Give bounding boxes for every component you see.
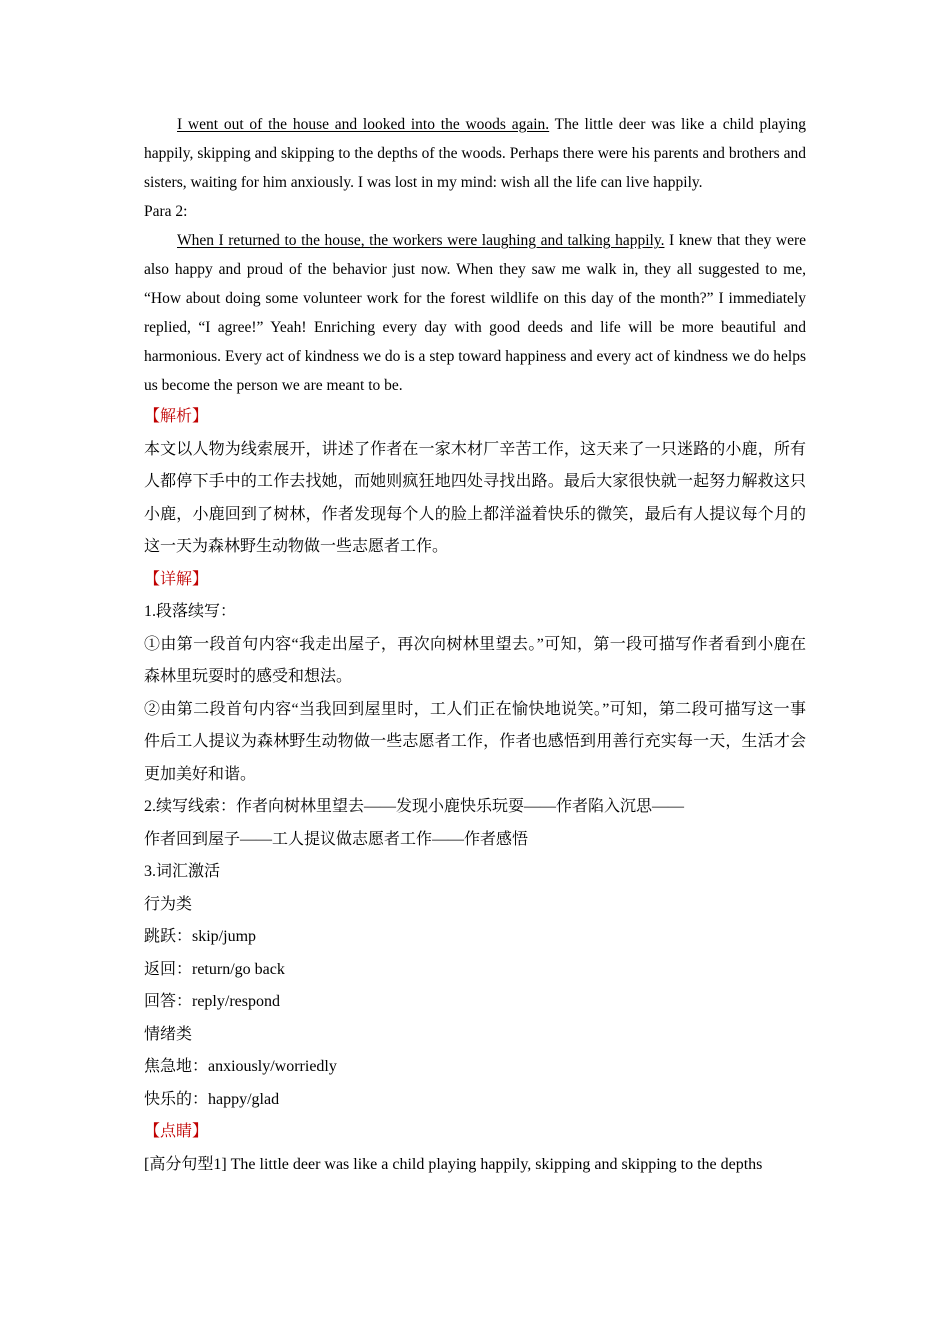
analysis-text: 本文以人物为线索展开，讲述了作者在一家木材厂辛苦工作，这天来了一只迷路的小鹿，所有人都停下手中的工作去找她，而她则疯狂地四处寻找出路。最后大家很快就一起努力解救这只小鹿，小鹿回到了树林，作者发现每个人的脸上都洋溢着快乐的微笑，最后有人提议每个月的这一天为森林野生动物做一些志愿者工作。 <box>144 440 806 555</box>
analysis-tag: 【解析】 <box>144 408 209 425</box>
para2-underlined-sentence: When I returned to the house, the workers were laughing and talking happily. <box>177 232 665 249</box>
para2-label: Para 2: <box>144 203 188 220</box>
vocab-category-emotions: 情绪类 <box>144 1025 193 1043</box>
vocab-happy: 快乐的：happy/glad <box>144 1090 280 1108</box>
vocab-return: 返回：return/go back <box>144 960 285 978</box>
vocab-category-actions: 行为类 <box>144 895 193 913</box>
vocab-anxious: 焦急地：anxiously/worriedly <box>144 1058 337 1075</box>
details-item1-a: ①由第一段首句内容“我走出屋子，再次向树林里望去。”可知，第一段可描写作者看到小鹿在森林里玩耍时的感受和想法。 <box>144 635 806 685</box>
document-page <box>144 110 806 1181</box>
passage-paragraph-2 <box>144 226 806 400</box>
passage-paragraph-1 <box>144 110 806 197</box>
para1-underlined-sentence: I went out of the house and looked into the woods again. <box>177 116 550 133</box>
details-tag: 【详解】 <box>144 570 209 588</box>
highlight-tag: 【点睛】 <box>144 1123 209 1140</box>
para1-text: The little deer was like a child playing happily, skipping and skipping to the depths of the woods. Perhaps there were his parents and brothers and sisters, waiting for him anxiously. I was lost in my mind: wish all the life can live happily. <box>144 116 806 191</box>
details-item1-b: ②由第二段首句内容“当我回到屋里时，工人们正在愉快地说笑。”可知，第二段可描写这一事件后工人提议为森林野生动物做一些志愿者工作，作者也感悟到用善行充实每一天，生活才会更加美好和谐。 <box>144 700 806 783</box>
details-item2-line1: 2.续写线索：作者向树林里望去——发现小鹿快乐玩耍——作者陷入沉思—— <box>144 798 685 815</box>
details-item1-title: 1.段落续写： <box>144 603 237 620</box>
details-item2-line2: 作者回到屋子——工人提议做志愿者工作——作者感悟 <box>144 830 529 848</box>
vocab-skip: 跳跃：skip/jump <box>144 928 257 945</box>
details-item3-title: 3.词汇激活 <box>144 863 221 880</box>
highlight-sentence-1: [高分句型1] The little deer was like a child playing happily, skipping and skipping to the depths <box>144 1155 763 1173</box>
para2-text: I knew that they were also happy and proud of the behavior just now. When they saw me walk in, they all suggested to me, “How about doing some volunteer work for the forest wildlife on this day of the month?” I immediately replied, “I agree!” Yeah! Enriching every day with good deeds and life will be more beautiful and harmonious. Every act of kindness we do is a step toward happiness and every act of kindness we do helps us become the person we are meant to be. <box>144 232 806 394</box>
vocab-reply: 回答：reply/respond <box>144 993 280 1010</box>
